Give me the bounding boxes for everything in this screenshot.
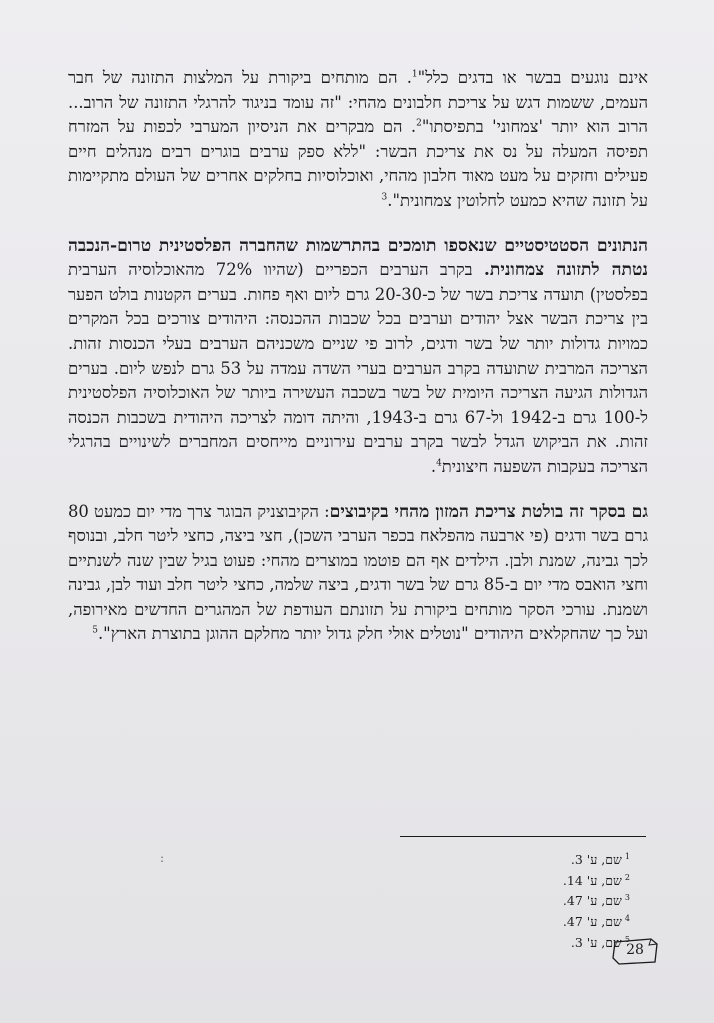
page-number-badge	[611, 936, 659, 966]
paragraph-2-lead: הנתונים הסטטיסטיים שנאספו תומכים בהתרשמות שהחברה הפלסטינית טרום-הנכבה נטתה לתזונה צמחונית.	[68, 235, 648, 281]
paragraph-3-text: : הקיבוצניק הבוגר צרך מדי יום כמעט 80 גרם בשר ודגים (פי ארבעה מהפלאח בכפר הערבי השכן), חצי ביצה, כחצי ליטר חלב, ובנוסף לכך גבינה, שמנת ולבן. הילדים אף הם פוטמו במוצרים מהחי: פעוט בגיל שבין שנה לשנתיים וחצי הואבס מדי יום ב-85 גרם של בשר ודגים, ביצה שלמה, כחצי ליטר חלב ועוד לבן, גבינה ושמנת. עורכי הסקר מותחים ביקורת על תזונתם העודפת של המהגרים החדשים מאירופה, ועל כך שהחקלאים היהודים "נוטלים אולי חלק גדול יותר מחלקם ההוגן בתוצרת הארץ".	[67, 501, 649, 644]
paragraph-2-text: בקרב הערבים הכפריים (שהיוו 72% מהאוכלוסיה הערבית בפלסטין) תועדה צריכת בשר של כ-20-30 גרם ליום ואף פחות. בערים הקטנות בולט הפער בין צריכת הבשר אצל יהודים וערבים בכל שכבות ההכנסה: היהודים צורכים בכל המקרים כמויות גדולות יותר של בשר ודגים, לרוב פי שניים משכניהם הערבים בעלי הכנסות זהות. הצריכה המרבית שתועדה בקרב הערבים בערי השדה עמדה על 53 גרם לנפש ליום. בערים הגדולות הגיעה הצריכה היומית של בשר בשכבה העשירה ביותר של האוכלוסיה הפלסטינית ל-100 גרם ב-1942 ול-67 גרם ב-1943, והיתה דומה לצריכה היהודית בשכבות הכנסה זהות. את הביקוש הגדל לבשר בקרב ערבים עירוניים מייחסים המחברים לשינויים בהרגלי הצריכה בעקבות השפעה חיצונית	[68, 260, 648, 476]
paragraph-1	[68, 66, 648, 214]
footnote-separator	[400, 836, 646, 837]
paragraph-1-text: אינם נוגעים בבשר או בדגים כלל"	[417, 68, 648, 87]
paragraph-3	[68, 500, 648, 648]
footnote-ref-1[interactable]: 1	[411, 69, 418, 80]
page-number: 28	[626, 942, 644, 958]
paragraph-3-lead: גם בסקר זה בולטת צריכת המזון מהחי בקיבוצים	[329, 501, 648, 522]
footnote-5: $^5$שם, ע' 3.	[570, 934, 630, 950]
footnote-ref-4[interactable]: 4	[436, 458, 442, 469]
body-text	[68, 66, 648, 647]
footnote-ref-5[interactable]: 5	[92, 626, 98, 636]
footnote-3: $^3$שם, ע' 47.	[562, 893, 630, 909]
footnote-2: $^2$שם, ע' 14.	[562, 872, 630, 888]
footnote-ref-3[interactable]: 3	[381, 192, 388, 203]
paragraph-1-rest: . הם מותחים ביקורת על המלצות התזונה של חבר העמים, ששמות דגש על צריכת חלבונים מהחי: "זה עומד בניגוד להרגלי התזונה של הרוב... הרוב הוא יותר 'צמחוני' בתפיסתו"$^2$. הם מבקרים את הניסיון המערבי לכפות על המזרח תפיסה המעלה על נס את צריכת הבשר: "ללא ספק ערבים בוגרים רבים מנהלים חיים פעילים וחזקים על מעט מאוד חלבון מהחי, ואוכלוסיות בחלקים אחרים של העולם מתקיימות על תזונה שהיא כמעט לחלוטין צמחונית".	[68, 68, 648, 210]
paragraph-2: הנתונים הסטטיסטיים שנאספו תומכים בהתרשמות שהחברה הפלסטינית טרום-הנכבה נטתה לתזונה צמחונית. בקרב הערבים הכפריים (שהיוו 72% מהאוכלוסיה הערבית בפלסטין) תועדה צריכת בשר של כ-20-30 גרם ליום ואף פחות. בערים הקטנות בולט הפער בין צריכת הבשר אצל יהודים וערבים בכל שכבות ההכנסה: היהודים צורכים בכל המקרים כמויות גדולות יותר של בשר ודגים, לרוב פי שניים משכניהם הערבים בעלי הכנסות זהות. הצריכה המרבית שתועדה בקרב הערבים בערי השדה עמדה על 53 גרם לנפש ליום. בערים הגדולות הגיעה הצריכה היומית של בשר בשכבה העשירה ביותר של האוכלוסיה הפלסטינית ל-100 גרם ב-1942 ול-67 גרם ב-1943, והיתה דומה לצריכה היהודית בשכבות הכנסה זהות. את הביקוש הגדל לבשר בקרב ערבים עירוניים מייחסים המחברים לשינויים בהרגלי הצריכה בעקבות השפעה חיצונית$^4$.	[68, 235, 648, 476]
footnote-1: $^1$שם, ע' 3.	[570, 852, 630, 868]
footnote-ref-2[interactable]: 2	[416, 118, 422, 129]
stray-mark: :	[160, 851, 165, 865]
footnote-4: $^4$שם, ע' 47.	[562, 913, 630, 930]
